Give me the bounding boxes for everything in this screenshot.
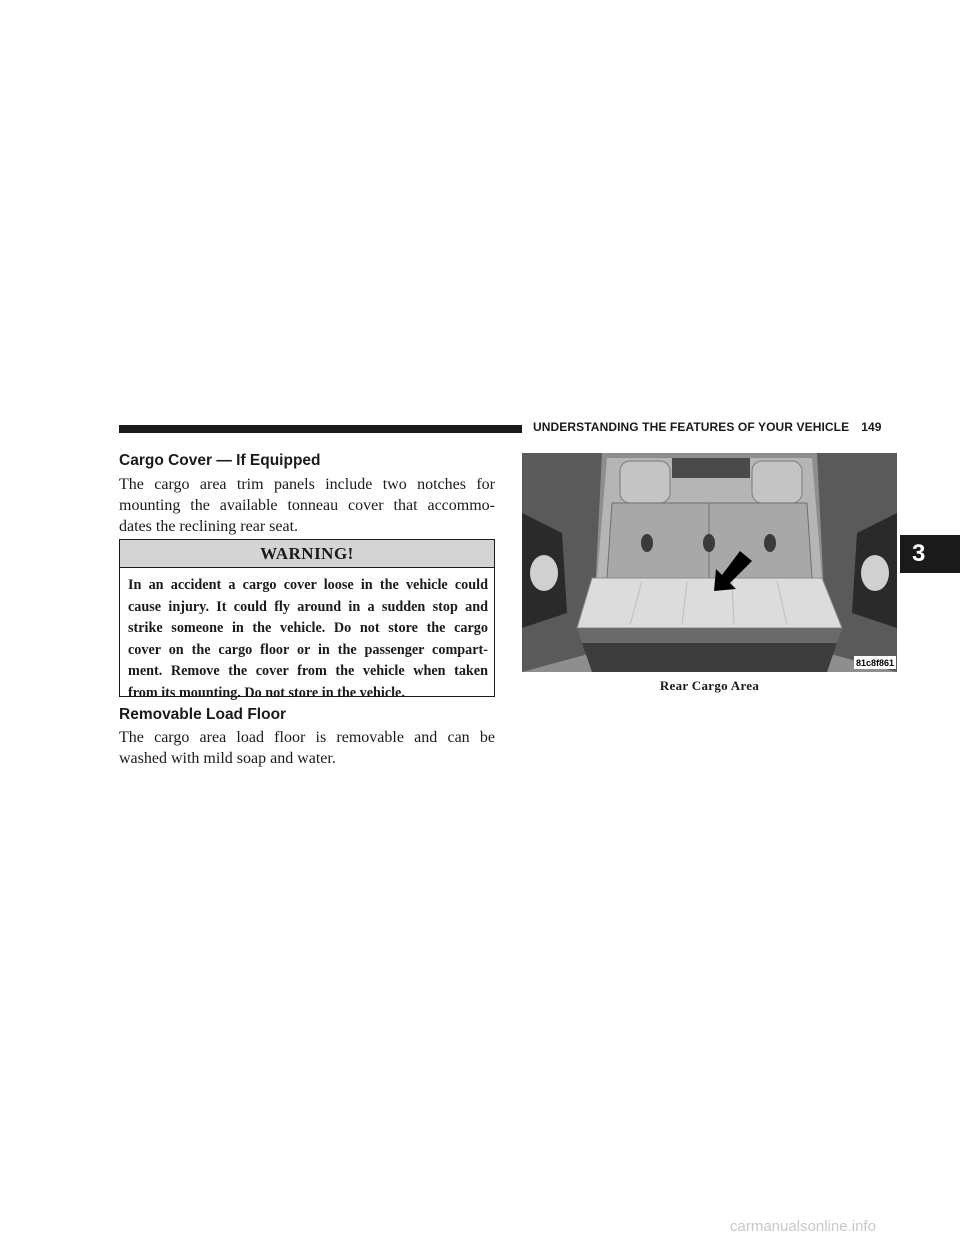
paragraph-cargo-cover bbox=[119, 474, 495, 537]
warning-line: In an accident a cargo cover loose in the vehicle could bbox=[128, 577, 488, 593]
text-line: The cargo area load floor is removable and can be bbox=[119, 729, 495, 746]
warning-line: ment. Remove the cover from the vehicle when taken bbox=[128, 663, 488, 679]
rear-cargo-area-image bbox=[522, 453, 897, 672]
heading-load-floor: Removable Load Floor bbox=[119, 706, 287, 723]
section-title: UNDERSTANDING THE FEATURES OF YOUR VEHICLE bbox=[533, 420, 850, 434]
text-line: mounting the available tonneau cover that accommo- bbox=[119, 497, 495, 514]
page-number: 149 bbox=[861, 420, 882, 434]
text-line: washed with mild soap and water. bbox=[119, 750, 336, 767]
warning-box bbox=[119, 539, 495, 701]
running-header bbox=[533, 420, 882, 438]
text-line: The cargo area trim panels include two notches for bbox=[119, 476, 495, 493]
header-rule bbox=[119, 425, 522, 433]
heading-cargo-cover: Cargo Cover — If Equipped bbox=[119, 452, 321, 469]
warning-text bbox=[120, 568, 494, 704]
warning-line: cause injury. It could fly around in a sudden stop and bbox=[128, 598, 488, 615]
warning-line: cover on the cargo floor or in the passenger compart- bbox=[128, 641, 488, 658]
paragraph-load-floor bbox=[119, 727, 495, 769]
warning-title: WARNING! bbox=[120, 540, 494, 568]
text-line: dates the reclining rear seat. bbox=[119, 518, 299, 535]
watermark: carmanualsonline.info bbox=[730, 1218, 876, 1235]
warning-line: strike someone in the vehicle. Do not store the cargo bbox=[128, 620, 488, 636]
chapter-tab: 3 bbox=[900, 535, 960, 573]
figure-code: 81c8f861 bbox=[855, 658, 895, 668]
warning-line: from its mounting. Do not store in the vehicle. bbox=[128, 684, 405, 701]
figure-caption: Rear Cargo Area bbox=[659, 678, 760, 693]
